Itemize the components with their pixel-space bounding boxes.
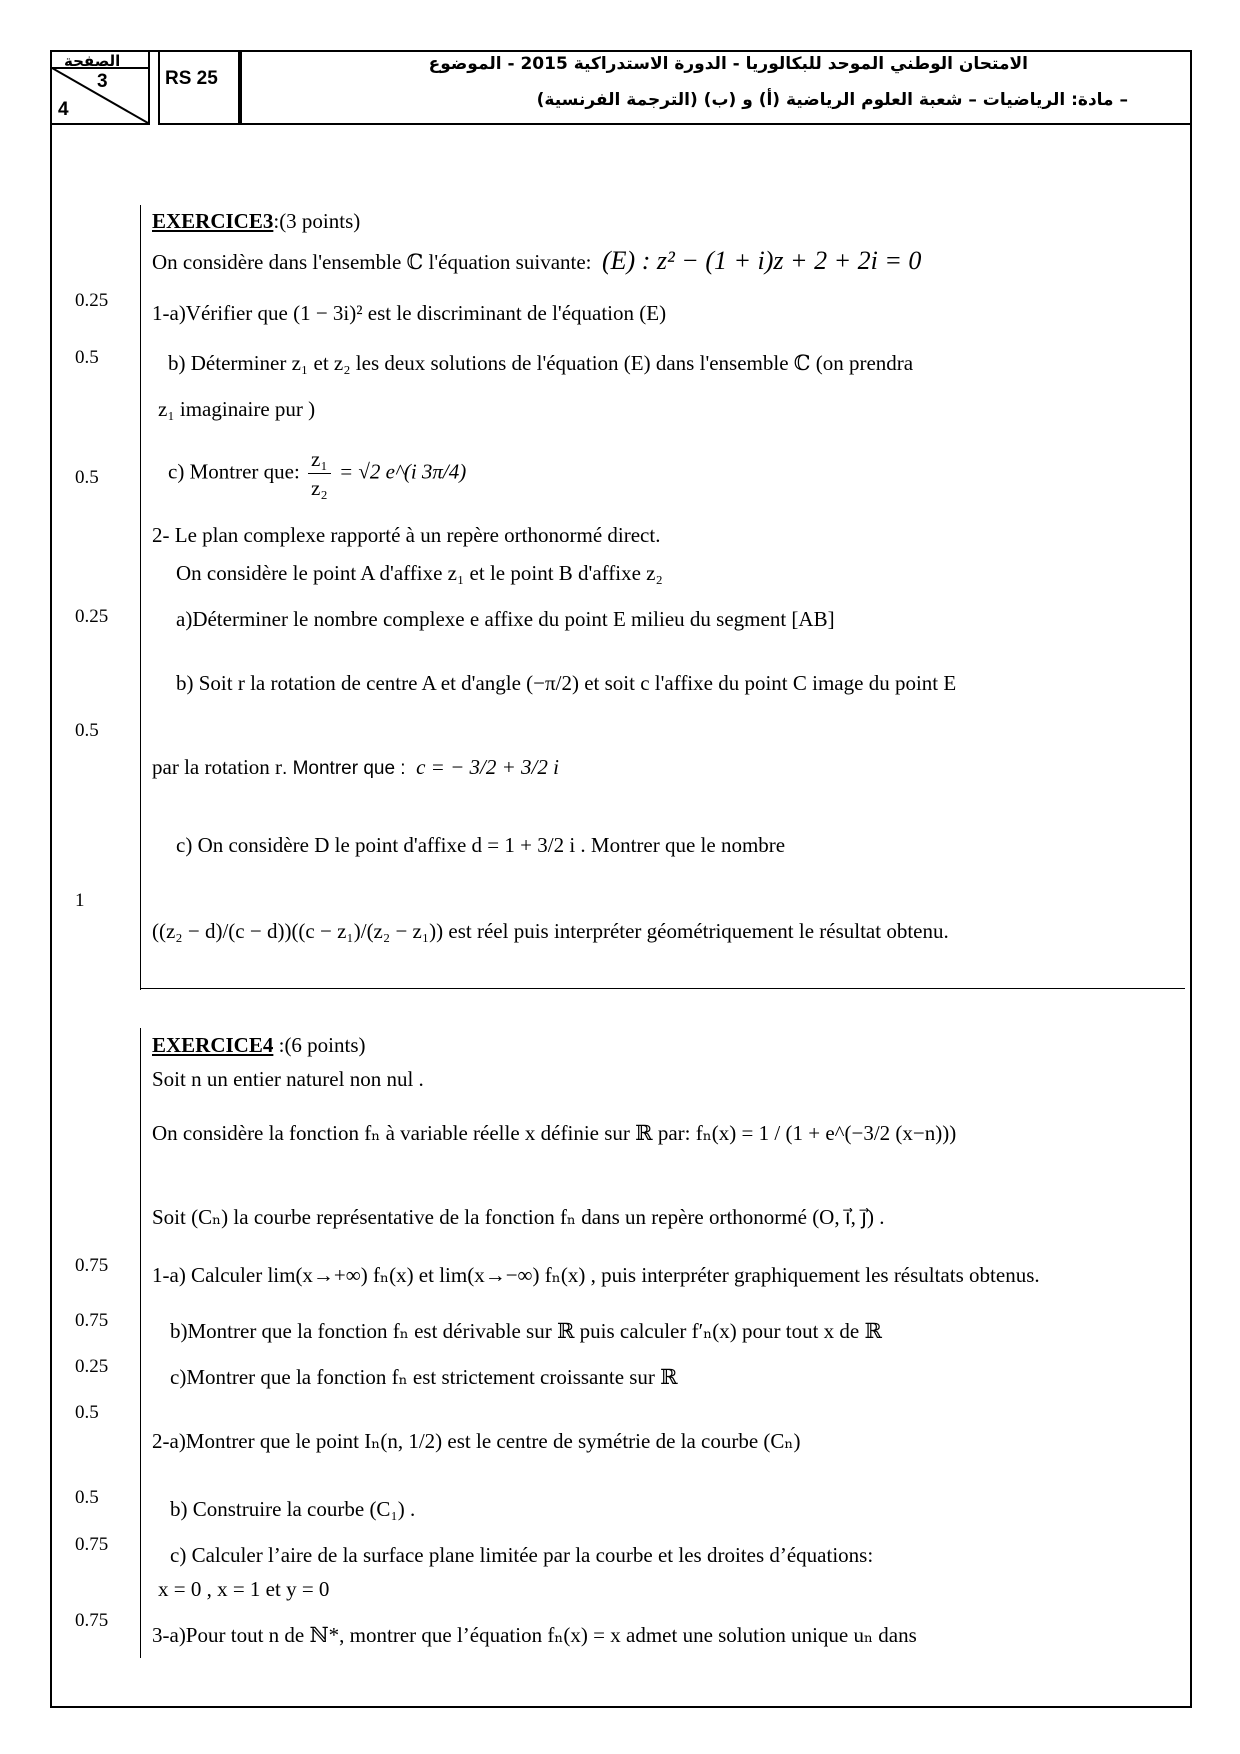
exam-title-line1: الامتحان الوطني الموحد للبكالوريا - الدورة الاستدراكية 2015 - الموضوع bbox=[428, 54, 1028, 74]
exercise4-q1b: b)Montrer que la fonction fₙ est dérivable sur ℝ puis calculer f′ₙ(x) pour tout x de ℝ bbox=[170, 1319, 882, 1343]
exercise3-q2a: a)Déterminer le nombre complexe e affixe du point E milieu du segment [AB] bbox=[176, 607, 835, 631]
exercise3-q1b: b) Déterminer z₁ et z₂ les deux solutions de l'équation (E) dans l'ensemble ℂ (on prendra bbox=[168, 351, 914, 375]
exercise3-q2c: c) On considère D le point d'affixe d = 1 + 3/2 i . Montrer que le nombre bbox=[176, 833, 786, 857]
exercise3-q1b-cont: z₁ imaginaire pur ) bbox=[158, 397, 316, 421]
exercise4-q3a: 3-a)Pour tout n de ℕ*, montrer que l’équation fₙ(x) = x admet une solution unique uₙ dans bbox=[152, 1623, 917, 1647]
exam-code: RS 25 bbox=[165, 68, 218, 89]
exercise3-title: EXERCICE3 bbox=[152, 209, 274, 233]
score-ex4-2a: 0.5 bbox=[75, 1402, 99, 1423]
exercise3-equation: (E) : z² − (1 + i)z + 2 + 2i = 0 bbox=[602, 246, 922, 275]
exercise3-q1c bbox=[168, 445, 466, 502]
exercise4-title: EXERCICE4 bbox=[152, 1033, 274, 1057]
page-word: الصفحة bbox=[64, 52, 121, 70]
score-ex4-1a: 0.75 bbox=[75, 1255, 109, 1276]
exam-title-line2: – مادة: الرياضيات – شعبة العلوم الرياضية (أ) و (ب) (الترجمة الفرنسية) bbox=[536, 90, 1128, 110]
exercise4-q1c: c)Montrer que la fonction fₙ est strictement croissante sur ℝ bbox=[170, 1365, 678, 1389]
exercise4-q2a: 2-a)Montrer que le point Iₙ(n, 1/2) est le centre de symétrie de la courbe (Cₙ) bbox=[152, 1429, 801, 1453]
score-ex4-3a: 0.75 bbox=[75, 1610, 109, 1631]
exercise3-q2b-cont-a: par la rotation r bbox=[152, 755, 283, 779]
exercise4-points: :(6 points) bbox=[273, 1033, 366, 1057]
exercise3-intro: On considère dans l'ensemble ℂ l'équation suivante: bbox=[152, 250, 592, 274]
page-current: 3 bbox=[97, 71, 108, 92]
exercise4-q2b: b) Construire la courbe (C₁) . bbox=[170, 1497, 416, 1521]
score-ex4-2c: 0.75 bbox=[75, 1534, 109, 1555]
exercise4-heading bbox=[152, 1032, 366, 1058]
exercise4-q2c-cont: x = 0 , x = 1 et y = 0 bbox=[158, 1577, 330, 1601]
exercise3-q2-intro: 2- Le plan complexe rapporté à un repère orthonormé direct. bbox=[152, 523, 661, 547]
page-frame bbox=[50, 50, 1192, 1708]
score-ex4-2b: 0.5 bbox=[75, 1487, 99, 1508]
exercise3-q1a: 1-a)Vérifier que (1 − 3i)² est le discriminant de l'équation (E) bbox=[152, 301, 667, 325]
exercise3-q2-points: On considère le point A d'affixe z₁ et le point B d'affixe z₂ bbox=[176, 561, 663, 585]
score-ex3-1c: 0.5 bbox=[75, 467, 99, 488]
exercise3-q1c-fraction bbox=[308, 445, 331, 502]
exercise3-heading bbox=[152, 208, 360, 234]
exercise4-q1a: 1-a) Calculer lim(x→+∞) fₙ(x) et lim(x→−∞) fₙ(x) , puis interpréter graphiquement les résultats obtenus. bbox=[152, 1263, 1040, 1287]
exercise3-q2b: b) Soit r la rotation de centre A et d'angle (−π/2) et soit c l'affixe du point C image du point E bbox=[176, 671, 957, 695]
exercise3-q2c-cont: ((z₂ − d)/(c − d))((c − z₁)/(z₂ − z₁)) est réel puis interpréter géométriquement le résultat obtenu. bbox=[152, 919, 949, 943]
exercise3-intro-line bbox=[152, 248, 921, 275]
exercise3-q1c-rhs: = √2 e^(i 3π/4) bbox=[338, 459, 467, 484]
exercise4-margin-line bbox=[140, 1028, 141, 1658]
exercise3-q1c-den: z₂ bbox=[311, 476, 328, 500]
exercise3-q1c-num: z₁ bbox=[308, 445, 331, 474]
exercise4-line3: Soit (Cₙ) la courbe représentative de la fonction fₙ dans un repère orthonormé (O, i⃗, j⃗) . bbox=[152, 1205, 885, 1229]
page-total: 4 bbox=[58, 99, 69, 120]
exercise3-q1c-label: c) Montrer que: bbox=[168, 459, 300, 484]
exercise3-q2b-cont bbox=[152, 752, 559, 784]
exercise3-q2b-formula: c = − 3/2 + 3/2 i bbox=[416, 755, 559, 779]
score-ex4-1c: 0.25 bbox=[75, 1356, 109, 1377]
exercise3-points: :(3 points) bbox=[273, 209, 361, 233]
score-ex3-1a: 0.25 bbox=[75, 290, 109, 311]
exercise4-line1: Soit n un entier naturel non nul . bbox=[152, 1067, 424, 1091]
exercise4-line2: On considère la fonction fₙ à variable réelle x définie sur ℝ par: fₙ(x) = 1 / (1 + e^(−3/2 (x−n))) bbox=[152, 1121, 957, 1145]
score-ex3-1b: 0.5 bbox=[75, 347, 99, 368]
exercise4-q2c: c) Calculer l’aire de la surface plane limitée par la courbe et les droites d’équations: bbox=[170, 1543, 874, 1567]
score-ex3-2a: 0.25 bbox=[75, 606, 109, 627]
score-ex3-2c: 1 bbox=[75, 890, 85, 911]
exercise3-margin-line bbox=[140, 205, 141, 990]
score-ex4-1b: 0.75 bbox=[75, 1310, 109, 1331]
exercise3-q2b-cont-b: . Montrer que : bbox=[282, 758, 406, 779]
score-ex3-2b: 0.5 bbox=[75, 720, 99, 741]
exercise3-bottom-rule bbox=[140, 988, 1185, 989]
